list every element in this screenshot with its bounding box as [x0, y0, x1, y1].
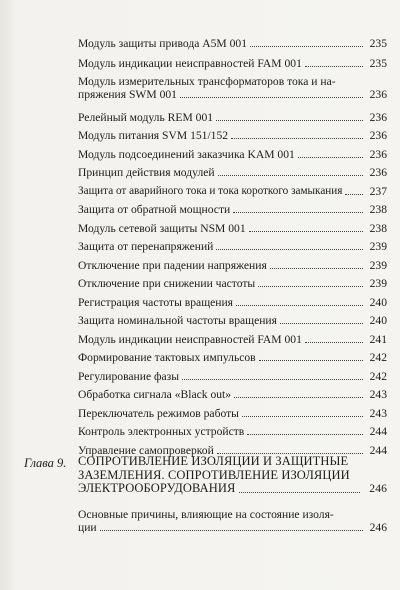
toc-entry-title: Регистрация частоты вращения	[78, 296, 234, 309]
toc-entry-title: Модуль измерительных трансформаторов тока и на-	[78, 75, 336, 88]
toc-entry-title: Релейный модуль REM 001	[78, 111, 214, 124]
toc-entry-title: Контроль электронных устройств	[78, 425, 245, 438]
dot-leader	[234, 397, 363, 398]
dot-leader	[345, 194, 363, 195]
toc-entry-title: Формирование тактовых импульсов	[78, 351, 256, 364]
toc-entry-page: 236	[369, 129, 387, 142]
toc-entry-title: Отключение при падении напряжения	[78, 259, 267, 272]
toc-entry-title: Модуль питания SVM 151/152	[78, 129, 229, 142]
dot-leader	[239, 492, 360, 493]
chapter-title-line: ЗАЗЕМЛЕНИЯ. СОПРОТИВЛЕНИЕ ИЗОЛЯЦИИ	[78, 467, 350, 482]
toc-entry	[78, 75, 387, 101]
dot-leader	[233, 212, 363, 213]
toc-entry-title-continued: ции	[78, 521, 97, 534]
toc-entry-page: 242	[369, 351, 387, 364]
toc-entry-title: Модуль подсоединений заказчика KAM 001	[78, 148, 295, 161]
toc-entry	[78, 222, 387, 235]
toc-entry-page: 241	[369, 333, 387, 346]
toc-entry	[78, 314, 387, 327]
dot-leader	[249, 231, 363, 232]
toc-entry	[78, 111, 387, 124]
toc-entry-title: Модуль индикации неисправностей FAM 001	[78, 333, 302, 346]
dot-leader	[305, 66, 363, 67]
toc-entry	[78, 296, 387, 309]
toc-entry	[78, 425, 387, 438]
toc-entry-page: 240	[369, 296, 387, 309]
toc-entry-title: Принцип действия модулей	[78, 166, 215, 179]
toc-entry-title: Основные причины, влияющие на состояние изоля-	[78, 508, 334, 521]
toc-entry	[78, 508, 387, 534]
toc-entry-title: Управление самопроверкой	[78, 444, 214, 457]
toc-entry	[78, 185, 387, 198]
toc-entry-page: 239	[369, 240, 387, 253]
dot-leader	[182, 379, 363, 380]
dot-leader	[250, 46, 363, 47]
dot-leader	[247, 434, 363, 435]
dot-leader	[180, 97, 363, 98]
toc-entry	[78, 277, 387, 290]
toc-entry-page: 242	[369, 370, 387, 383]
toc-entry-title: Регулирование фазы	[78, 370, 180, 383]
toc-entry	[78, 203, 387, 216]
toc-entry	[78, 57, 387, 70]
toc-entry-title-continued: пряжения SWM 001	[78, 88, 177, 101]
dot-leader	[216, 249, 363, 250]
toc-entry-title: Защита от обратной мощности	[78, 203, 231, 216]
toc-entry	[78, 166, 387, 179]
toc-entry-page: 240	[369, 314, 387, 327]
dot-leader	[258, 286, 363, 287]
dot-leader	[231, 138, 363, 139]
toc-entry-page: 236	[369, 88, 387, 101]
toc-entry-page: 243	[369, 407, 387, 420]
toc-entry	[78, 370, 387, 383]
toc-entry-title: Модуль защиты привода A5M 001	[78, 37, 248, 50]
dot-leader	[242, 416, 363, 417]
toc-entry	[78, 37, 387, 50]
dot-leader	[259, 360, 363, 361]
toc-entry	[78, 407, 387, 420]
toc-entry-page: 235	[369, 37, 387, 50]
toc-entry-page: 246	[369, 521, 387, 534]
toc-entry-title: Защита от перенапряжений	[78, 240, 214, 253]
toc-entry-page: 239	[369, 259, 387, 272]
toc-entry-page: 238	[369, 222, 387, 235]
chapter-title-line: СОПРОТИВЛЕНИЕ ИЗОЛЯЦИИ И ЗАЩИТНЫЕ	[78, 454, 349, 468]
dot-leader	[298, 157, 363, 158]
toc-entry-page: 238	[369, 203, 387, 216]
toc-entry-page: 244	[369, 425, 387, 438]
toc-entry-page: 244	[369, 444, 387, 457]
toc-entry-title: Модуль индикации неисправностей FAM 001	[78, 57, 302, 70]
chapter-number: Глава 9.	[24, 456, 67, 470]
toc-entry-title: Обработка сигнала «Black out»	[78, 388, 232, 401]
toc-entry	[78, 148, 387, 161]
dot-leader	[270, 268, 363, 269]
dot-leader	[100, 530, 363, 531]
toc-entry	[78, 351, 387, 364]
dot-leader	[218, 175, 363, 176]
toc-entry-title: Модуль сетевой защиты NSM 001	[78, 222, 246, 235]
toc-entry-page: 237	[369, 185, 387, 198]
toc-entry-page: 239	[369, 277, 387, 290]
toc-entry	[78, 333, 387, 346]
dot-leader	[216, 120, 363, 121]
toc-entry	[78, 240, 387, 253]
dot-leader	[280, 323, 363, 324]
dot-leader	[236, 305, 363, 306]
toc-entry-page: 236	[369, 148, 387, 161]
toc-entry-page: 243	[369, 388, 387, 401]
toc-entry-title: Защита от аварийного тока и тока короткого замыкания	[78, 185, 343, 197]
toc-entry	[78, 259, 387, 272]
toc-entry	[78, 129, 387, 142]
chapter-heading	[78, 455, 387, 496]
dot-leader	[305, 342, 363, 343]
toc-entry-title: Переключатель режимов работы	[78, 407, 239, 420]
toc-entry-page: 236	[369, 166, 387, 179]
chapter-title-line: ЭЛЕКТРООБОРУДОВАНИЯ	[78, 481, 236, 495]
toc-entry-page: 235	[369, 57, 387, 70]
toc-entry-page: 236	[369, 111, 387, 124]
toc-entry-title: Защита номинальной частоты вращения	[78, 314, 277, 327]
chapter-page: 246	[369, 482, 387, 495]
toc-entry-title: Отключение при снижении частоты	[78, 277, 256, 290]
toc-entry	[78, 388, 387, 401]
